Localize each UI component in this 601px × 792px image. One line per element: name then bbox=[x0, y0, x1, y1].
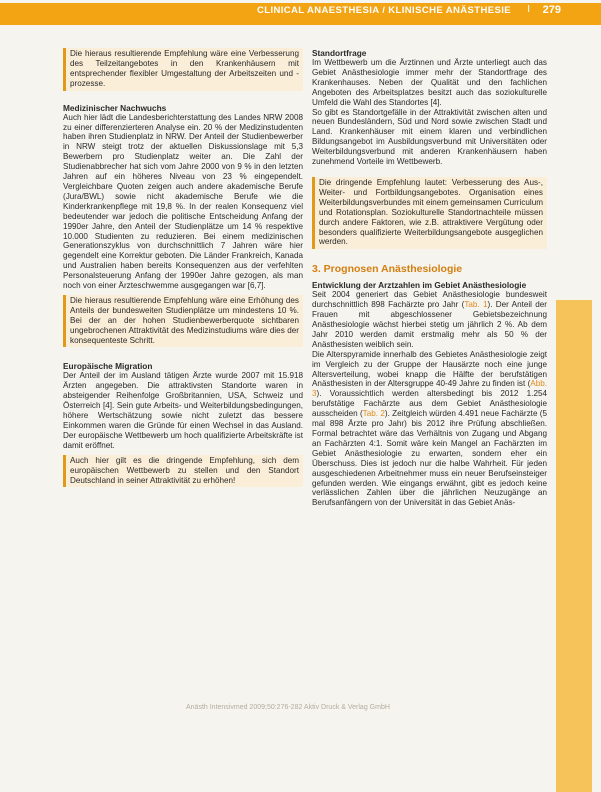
recommendation-box bbox=[312, 177, 547, 249]
text-run: Seit 2004 generiert das Gebiet Anästhesiologie bundesweit durchschnittlich 898 Fachärzte pro Jahr ( bbox=[312, 290, 547, 310]
body-paragraph: Im Wettbewerb um die Ärztinnen und Ärzte unterliegt auch das Gebiet Anästhesiologie immer mehr der Standortfrage des Krankenhauses. Neben der Qualität und den fachlichen Angeboten des Arbeitsplatzes besitzt auch das soziokulturelle Umfeld die Wahl des Standortes [4]. bbox=[312, 58, 547, 107]
section-heading: Entwicklung der Arztzahlen im Gebiet Anästhesiologie bbox=[312, 280, 527, 291]
body-paragraph bbox=[312, 350, 547, 509]
recommendation-box bbox=[63, 455, 303, 488]
body-paragraph: So gibt es Standortgefälle in der Attraktivität zwischen alten und neuen Bundesländern, Süd und Nord sowie zwischen Stadt und Land. Krankenhäuser mit einem klaren und verbindlichen Bildungsangebot im Ausbildungsverbund mit Universitäten oder Weiterbildungsverbund mit anderen Krankenhäusern haben zunehmend Vorteile im Wettbewerb. bbox=[312, 107, 547, 167]
recommendation-text: Die hieraus resultierende Empfehlung wäre eine Erhöhung des Anteils der bundesweiten Studienplätze um mindestens 10 %. Bei der an der hohen Studienbewerberquote sichtbaren ungebrochenen Attraktivität des Medizinstudiums wäre dies der konsequenteste Schritt. bbox=[70, 295, 299, 345]
section-title: 3. Prognosen Anästhesiologie bbox=[312, 263, 463, 276]
page-number: 279 bbox=[542, 4, 561, 16]
recommendation-box bbox=[63, 48, 303, 91]
recommendation-text: Die dringende Empfehlung lautet: Verbesserung des Aus-, Weiter- und Fortbildungsangebotes. Organisation eines Weiterbildungsverbundes mit einem gemeinsamen Curriculum und Rotationsplan. Soziokulturelle Standortnachteile müssen durch andere Faktoren, wie z.B. attraktivere Vergütung oder besonders qualifizierte Weiterbildungsangebote ausgeglichen werden. bbox=[319, 177, 543, 247]
recommendation-box bbox=[63, 295, 303, 348]
figure-reference-link[interactable]: Abb. 3 bbox=[312, 379, 547, 399]
section-heading: Medizinischer Nachwuchs bbox=[63, 102, 167, 113]
section-heading: Europäische Migration bbox=[63, 361, 153, 372]
text-run: Die Alterspyramide innerhalb des Gebietes Anästhesiologie zeigt im Vergleich zu der Gruppe der Hausärzte noch eine junge Altersverteilung, wobei knapp die Hälfte der berufstätigen Anästhesisten in der Altersgruppe 40-49 Jahre zu finden ist ( bbox=[312, 349, 547, 389]
recommendation-text: Auch hier gilt es die dringende Empfehlung, sich dem europäischen Wettbewerb zu stellen und den Standort Deutschland in seiner Attraktivität zu erhöhen! bbox=[70, 455, 299, 485]
text-run: ). Zeitgleich würden 4.491 neue Fachärzte (5 mal 898 Ärzte pro Jahr) bis 2012 ihre Prüfung abschließen. Formal betrachtet wäre das Verhältnis von Zugang und Abgang an Fachärzten 4:1. Somit wäre kein Mangel an Fachärzten im Gebiet Anästhesiologie zu erwarten, sondern eher ein Überschuss. Dies ist jedoch nur die halbe Wahrheit. Für jeden ausgeschiedenen Arbeitnehmer muss ein neuer Berufseinsteiger gefunden werden. Wie eingangs erwähnt, gibt es jedoch keine verlässlichen Zahlen über die jährlichen Neuzugänge an Berufsanfängern von der Universität in das Gebiet Anäs- bbox=[312, 409, 548, 508]
table-reference-link[interactable]: Tab. 1 bbox=[464, 300, 488, 310]
header-separator: I bbox=[527, 4, 530, 15]
body-paragraph: Der Anteil der im Ausland tätigen Ärzte wurde 2007 mit 15.918 Ärzten angegeben. Die attraktivsten Standorte waren in absteigender Reihenfolge Großbritannien, USA, Schweiz und Österreich [4]. Sein gute Arbeits- und Weiterbildungsbedingungen, höhere Wertschätzung sowie nicht zuletzt das bessere Einkommen waren die Gründe für einen Wechsel in das Ausland. Der europäische Wettbewerb um hoch qualifizierte Arbeitskräfte ist damit eröffnet. bbox=[63, 371, 303, 450]
body-paragraph: Auch hier lädt die Landesberichterstattung des Landes NRW 2008 zu einer differenzierteren Analyse ein. 20 % der Medizinstudenten haben ihren Studienplatz in NRW. Der Anteil der Studienbewerber in NRW steigt trotz der aktuellen Diskussionslage mit 5,3 Bewerbern pro Studienplatz weiter an. Die Zahl der Studienabbrecher hat sich vom Jahre 2000 von 9 % in den letzten Jahren auf ein höheres Niveau von 23 % eingependelt. Vergleichbare Quoten zeigen auch andere akademische Berufe (Jura/BWL) sowie nicht akademische Berufe wie die Kinderkrankenpflege mit 19,8 %. In der realen Konsequenz viel bedeutender war jedoch die politische Entscheidung Anfang der 1990er Jahre, den Anteil der Studienplätze um 14 % respektive 10.000 Studienten zu reduzieren. Bei einem medizinischen Generationszyklus von durchschnittlich 7 Jahren wäre hier gegendelt eine Korrektur geboten. Die Länder Frankreich, Kanada und Australien haben bereits Konsequenzen aus der verfehlten Personalsteuerung Anfang der 1990er Jahre gezogen, als man noch von einer Ärzteschwemme ausgegangen war [6,7]. bbox=[63, 112, 303, 291]
page-footer: Anästh Intensivmed 2009;50:276-282 Aktiv Druck & Verlag GmbH bbox=[186, 704, 390, 711]
right-column bbox=[312, 48, 547, 508]
body-paragraph bbox=[312, 290, 547, 349]
journal-section-title: CLINICAL ANAESTHESIA / KLINISCHE ANÄSTHESIE bbox=[256, 5, 511, 16]
text-run: ). Voraussichtlich werden altersbedingt bis 2012 1.254 berufstätige Fachärzte aus dem Gebiet Anästhesiologie ausscheiden ( bbox=[312, 389, 547, 419]
right-margin-strip bbox=[556, 300, 592, 792]
section-heading: Standortfrage bbox=[312, 48, 367, 58]
recommendation-text: Die hieraus resultierende Empfehlung wäre eine Verbesserung des Teilzeitangebotes in den Krankenhäusern mit entsprechender flexibler Umgestaltung der Arbeitszeiten und -prozesse. bbox=[70, 49, 299, 88]
text-run: ). Der Anteil der Frauen mit abgeschlossener Gebietsbezeichnung Anästhesiologie wächst hierbei stetig um jährlich 2 %. Ab dem Jahr 2010 werden damit erstmalig mehr als 50 % der Anästhesisten weiblich sein. bbox=[312, 300, 547, 349]
table-reference-link[interactable]: Tab. 2 bbox=[362, 409, 385, 419]
left-column bbox=[63, 48, 303, 487]
